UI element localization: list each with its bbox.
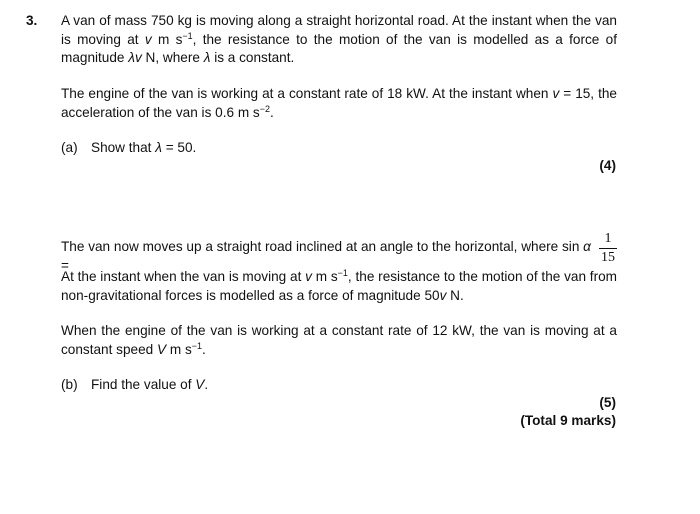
fraction-denominator: 15 <box>601 250 615 265</box>
part-a: (a) Show that λ = 50. <box>61 140 197 155</box>
total-marks: (Total 9 marks) <box>520 413 616 428</box>
question-number: 3. <box>26 13 38 28</box>
part-b: (b) Find the value of V. <box>61 377 209 392</box>
incline-resistance-paragraph: At the instant when the van is moving at v m $s^{-1}$, the resistance to the motion of the van from non-gravitational forces is modelled as a force of magnitude 50v N. <box>61 268 617 303</box>
fraction-numerator: 1 <box>604 231 612 246</box>
engine-paragraph: The engine of the van is working at a constant rate of 18 kW. At the instant when v = 15, the acceleration of the van is 0.6 m $s^{-2}$. <box>61 86 617 120</box>
part-b-marks: (5) <box>599 395 616 410</box>
intro-paragraph: A van of mass 750 kg is moving along a straight horizontal road. At the instant when the van is moving at v m $s^{-1}$, the resistance to the motion of the van is modelled as a force of magnitude λv N, where λ is a constant. <box>61 13 617 65</box>
fraction-bar <box>599 248 617 249</box>
incline-first-line: The van now moves up a straight road inclined at an angle to the horizontal, where sin α = <box>61 239 591 273</box>
part-a-label: (a) <box>61 140 78 155</box>
engine2-paragraph: When the engine of the van is working at a constant rate of 12 kW, the van is moving at a constant speed V m $s^{-1}$. <box>61 323 617 357</box>
part-b-label: (b) <box>61 377 78 392</box>
part-a-marks: (4) <box>599 158 616 173</box>
sin-alpha-fraction <box>597 231 619 266</box>
